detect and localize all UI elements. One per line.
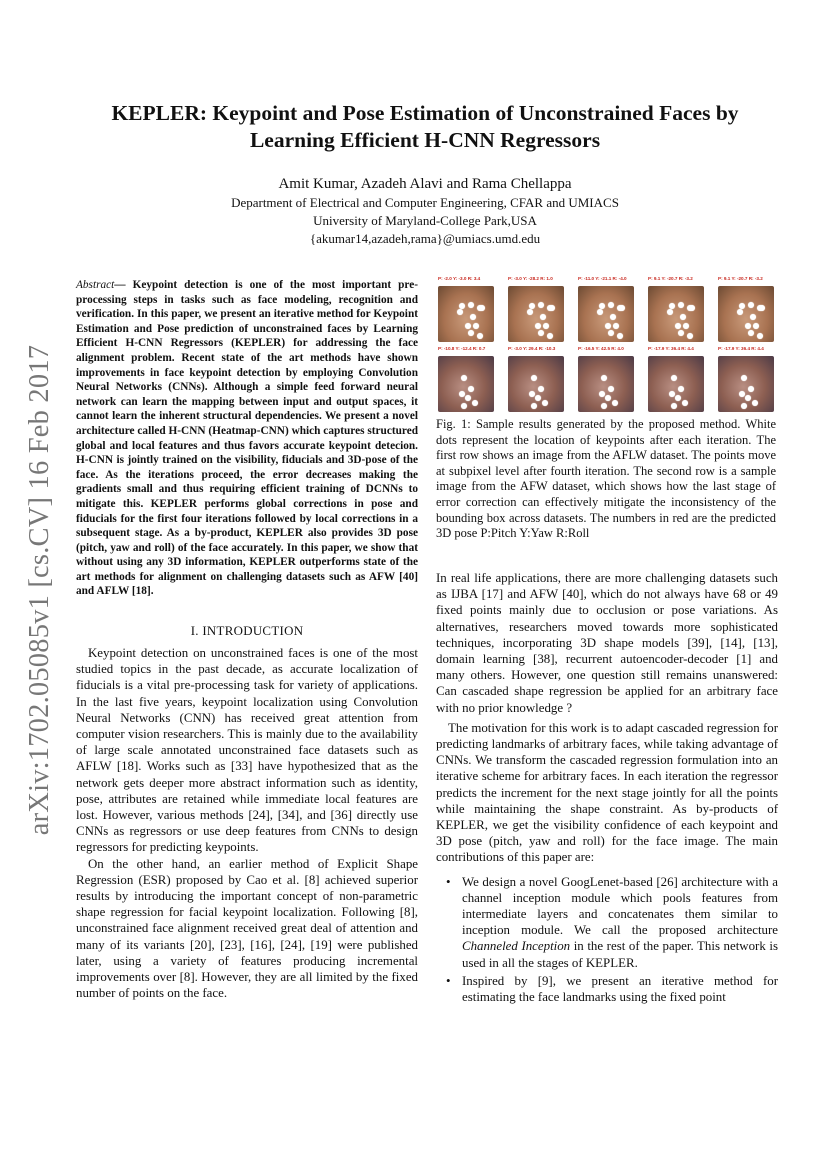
keypoint-dot bbox=[477, 333, 483, 339]
keypoint-dot bbox=[669, 391, 675, 397]
contribution-list bbox=[436, 874, 778, 1006]
keypoint-dot bbox=[605, 323, 611, 329]
keypoint-dot bbox=[741, 403, 747, 409]
keypoint-dot bbox=[610, 314, 616, 320]
keypoint-dot bbox=[667, 309, 673, 315]
keypoint-dot bbox=[473, 323, 479, 329]
pose-label: P: -17.9 Y: 36.4 R: 4.4 bbox=[718, 346, 764, 351]
keypoint-dot bbox=[675, 323, 681, 329]
keypoint-dot bbox=[759, 305, 765, 311]
keypoint-dot bbox=[671, 375, 677, 381]
keypoint-dot bbox=[599, 391, 605, 397]
keypoint-dot bbox=[608, 302, 614, 308]
title-line-2: Learning Efficient H-CNN Regressors bbox=[249, 128, 601, 152]
keypoint-dot bbox=[678, 386, 684, 392]
keypoint-dot bbox=[472, 400, 478, 406]
keypoint-dot bbox=[748, 330, 754, 336]
keypoint-dot bbox=[531, 375, 537, 381]
affiliation-email: {akumar14,azadeh,rama}@umiacs.umd.edu bbox=[309, 231, 541, 246]
keypoint-dot bbox=[529, 391, 535, 397]
contribution-1-emphasis: Channeled Inception bbox=[462, 939, 571, 954]
keypoint-dot bbox=[689, 305, 695, 311]
keypoint-dot bbox=[465, 395, 471, 401]
face-sample-image bbox=[438, 356, 494, 412]
abstract bbox=[76, 278, 418, 599]
keypoint-dot bbox=[468, 330, 474, 336]
keypoint-dot bbox=[682, 400, 688, 406]
face-sample-image bbox=[648, 356, 704, 412]
abstract-text: — Keypoint detection is one of the most important pre-processing steps in tasks such as face modeling, recognition and verification. In this paper, we present an iterative method for Keypoint Estimation and Pose prediction of unconstrained faces by Learning Efficient H-CNN Regressors (KEPLER) for addressing the face alignment problem. Recent state of the art methods have shown improvements in face keypoint detection by employing Convolution Neural Networks (CNNs). Although a simple feed forward neural network can learn the mapping between input and output spaces, it cannot learn the inherent structural dependencies. We present a novel architecture called H-CNN (Heatmap-CNN) which captures structured global and local features and thus favors accurate keypoint detecion. H-CNN is jointly trained on the visibility, fiducials and 3D-pose of the face. As the iterations proceed, the error decreases making the gradients small and thus requiring efficient training of DCNNs to mitigate this. KEPLER performs global corrections in pose and fiducials for the first four iterations followed by local corrections in a subsequent stage. As a by-product, KEPLER also provides 3D pose (pitch, yaw and roll) of the face accurately. In this paper, we show that without using any 3D information, KEPLER outperforms state of the art methods for alignment on challenging datasets such as AFW [40] and AFLW [18]. bbox=[76, 279, 418, 598]
contribution-item-2: • Inspired by [9], we present an iterative method for estimating the face landmarks using the fixed point bbox=[462, 973, 778, 1005]
section-heading-introduction: I. INTRODUCTION bbox=[190, 624, 304, 638]
pose-label: P: -3.0 Y: 29.4 R: -10.3 bbox=[508, 346, 556, 351]
pose-label: P: -10.8 Y: -12.4 R: 0.7 bbox=[438, 346, 486, 351]
keypoint-dot bbox=[748, 302, 754, 308]
pose-label: P: -2.0 Y: -3.0 R: 3.4 bbox=[438, 276, 481, 281]
abstract-label: Abstract bbox=[76, 279, 115, 291]
paper-title bbox=[80, 100, 770, 154]
face-sample-image bbox=[508, 356, 564, 412]
keypoint-dot bbox=[479, 305, 485, 311]
face-sample-image bbox=[648, 286, 704, 342]
affiliation-block bbox=[80, 194, 770, 248]
contribution-item-1 bbox=[462, 874, 778, 971]
keypoint-dot bbox=[680, 314, 686, 320]
keypoint-dot bbox=[757, 333, 763, 339]
keypoint-dot bbox=[678, 330, 684, 336]
pose-label: P: -16.5 Y: 42.5 R: 4.0 bbox=[578, 346, 624, 351]
keypoint-dot bbox=[540, 314, 546, 320]
keypoint-dot bbox=[461, 375, 467, 381]
keypoint-dot bbox=[461, 403, 467, 409]
keypoint-dot bbox=[678, 302, 684, 308]
contribution-1-text-b: in the rest of the paper. This network is used in all the stages of KEPLER. bbox=[462, 939, 778, 970]
keypoint-dot bbox=[538, 386, 544, 392]
keypoint-dot bbox=[543, 323, 549, 329]
keypoint-dot bbox=[753, 323, 759, 329]
keypoint-dot bbox=[468, 386, 474, 392]
face-sample-image bbox=[508, 286, 564, 342]
keypoint-dot bbox=[470, 314, 476, 320]
keypoint-dot bbox=[547, 333, 553, 339]
face-sample-image bbox=[438, 286, 494, 342]
affiliation-university: University of Maryland-College Park,USA bbox=[313, 213, 537, 228]
keypoint-dot bbox=[612, 400, 618, 406]
keypoint-dot bbox=[745, 395, 751, 401]
keypoint-dot bbox=[597, 309, 603, 315]
right-paragraph-2: The motivation for this work is to adapt cascaded regression for predicting landmarks of arbitrary faces, while taking advantage of CNNs. We transform the cascaded regression formulation into an iterative scheme for arbitrary faces. In each iteration the regressor predicts the increment for the next stage jointly for all the points while maintaining the shape constraint. As by-products of KEPLER, we get the visibility confidence of each keypoint and 3D pose (pitch, yaw and roll) for the face image. The main contributions of this paper are: bbox=[436, 720, 778, 865]
keypoint-dot bbox=[745, 323, 751, 329]
keypoint-dot bbox=[687, 333, 693, 339]
introduction-right-column bbox=[436, 570, 778, 1007]
intro-paragraph-1: Keypoint detection on unconstrained faces is one of the most studied topics in the past decade, as accurate localization of fiducials is a vital pre-processing task for variety of applications. In the last five years, keypoint localization using Convolution Neural Networks (CNN) has received great attention from computer vision researchers. This is mainly due to the availability of large scale annotated unconstrained face datasets such as AFLW [18]. Works such as [33] have hypothesized that as the network gets deeper more abstract information such as identity, pose, attributes are retained while immediate local features are lost. However, various methods [24], [34], and [36] directly use CNNs as regressors or use deep features from CNNs to design regressors for predicting keypoints. bbox=[76, 646, 418, 855]
keypoint-dot bbox=[741, 375, 747, 381]
keypoint-dot bbox=[538, 302, 544, 308]
keypoint-dot bbox=[468, 302, 474, 308]
arxiv-id-text: arXiv:1702.05085v1 [cs.CV] 16 Feb 2017 bbox=[24, 344, 55, 836]
keypoint-dot bbox=[748, 386, 754, 392]
affiliation-department: Department of Electrical and Computer Engineering, CFAR and UMIACS bbox=[231, 195, 619, 210]
contribution-1-text-a: We design a novel GoogLenet-based [26] architecture with a channel inception module which pools features from intermediate layers and concatenates them similar to inception module. We call the proposed architecture bbox=[462, 874, 778, 938]
pose-label: P: -11.0 Y: -21.1 R: -4.0 bbox=[578, 276, 627, 281]
pose-label: P: 9.1 Y: -20.7 R: -3.2 bbox=[648, 276, 693, 281]
keypoint-dot bbox=[752, 400, 758, 406]
author-list: Amit Kumar, Azadeh Alavi and Rama Chellappa bbox=[278, 176, 572, 192]
keypoint-dot bbox=[531, 403, 537, 409]
keypoint-dot bbox=[737, 309, 743, 315]
face-sample-image bbox=[578, 356, 634, 412]
keypoint-dot bbox=[671, 403, 677, 409]
face-sample-image bbox=[578, 286, 634, 342]
figure-1-caption: Fig. 1: Sample results generated by the proposed method. White dots represent the location of keypoints after each iteration. The first row shows an image from the AFLW dataset. The points move at subpixel level after fourth iteration. The second row is a sample image from the AFW dataset, which shows how the last stage of error correction can effectively mitigate the inconsistency of the bounding box across datasets. The numbers in red are the predicted 3D pose P:Pitch Y:Yaw R:Roll bbox=[436, 417, 776, 541]
face-sample-image bbox=[718, 356, 774, 412]
keypoint-dot bbox=[613, 323, 619, 329]
keypoint-dot bbox=[535, 323, 541, 329]
intro-paragraph-2: On the other hand, an earlier method of Explicit Shape Regression (ESR) proposed by Cao et al. [8] achieved superior results by introducing the important concept of non-parametric shape regression for facial keypoint localization. Following [8], unconstrained face alignment received great deal of attention and many of its variants [20], [23], [16], [24], [19] were published later, using a variety of features producing incremental improvements over [8]. However, they are all limited by the fixed number of points on the face. bbox=[76, 856, 418, 1001]
keypoint-dot bbox=[619, 305, 625, 311]
figure-1 bbox=[438, 272, 782, 412]
pose-label: P: -3.0 Y: -28.2 R: 1.0 bbox=[508, 276, 553, 281]
keypoint-dot bbox=[601, 375, 607, 381]
keypoint-dot bbox=[617, 333, 623, 339]
keypoint-dot bbox=[549, 305, 555, 311]
pose-label: P: 9.1 Y: -20.7 R: -3.2 bbox=[718, 276, 763, 281]
keypoint-dot bbox=[675, 395, 681, 401]
keypoint-dot bbox=[542, 400, 548, 406]
keypoint-dot bbox=[608, 386, 614, 392]
face-sample-image bbox=[718, 286, 774, 342]
keypoint-dot bbox=[739, 391, 745, 397]
arxiv-identifier bbox=[20, 330, 60, 850]
keypoint-dot bbox=[535, 395, 541, 401]
keypoint-dot bbox=[465, 323, 471, 329]
pose-label: P: -17.9 Y: 36.4 R: 4.4 bbox=[648, 346, 694, 351]
keypoint-dot bbox=[605, 395, 611, 401]
keypoint-dot bbox=[683, 323, 689, 329]
keypoint-dot bbox=[457, 309, 463, 315]
right-paragraph-1: In real life applications, there are more challenging datasets such as IJBA [17] and AFW [40], which do not always have 68 or 49 fixed points mainly due to occlusion or pose variations. As alternatives, researchers moved towards more sophisticated techniques, incorporating 3D shape models [39], [14], [13], domain learning [38], recurrent autoencoder-decoder [1] and many others. However, one question still remains unanswered: Can cascaded shape regression be applied for an arbitrary face with no prior knowledge ? bbox=[436, 571, 778, 715]
keypoint-dot bbox=[538, 330, 544, 336]
introduction-left-column bbox=[76, 645, 418, 1001]
title-line-1: KEPLER: Keypoint and Pose Estimation of Unconstrained Faces by bbox=[111, 101, 739, 125]
keypoint-dot bbox=[750, 314, 756, 320]
keypoint-dot bbox=[459, 391, 465, 397]
keypoint-dot bbox=[527, 309, 533, 315]
keypoint-dot bbox=[601, 403, 607, 409]
keypoint-dot bbox=[608, 330, 614, 336]
